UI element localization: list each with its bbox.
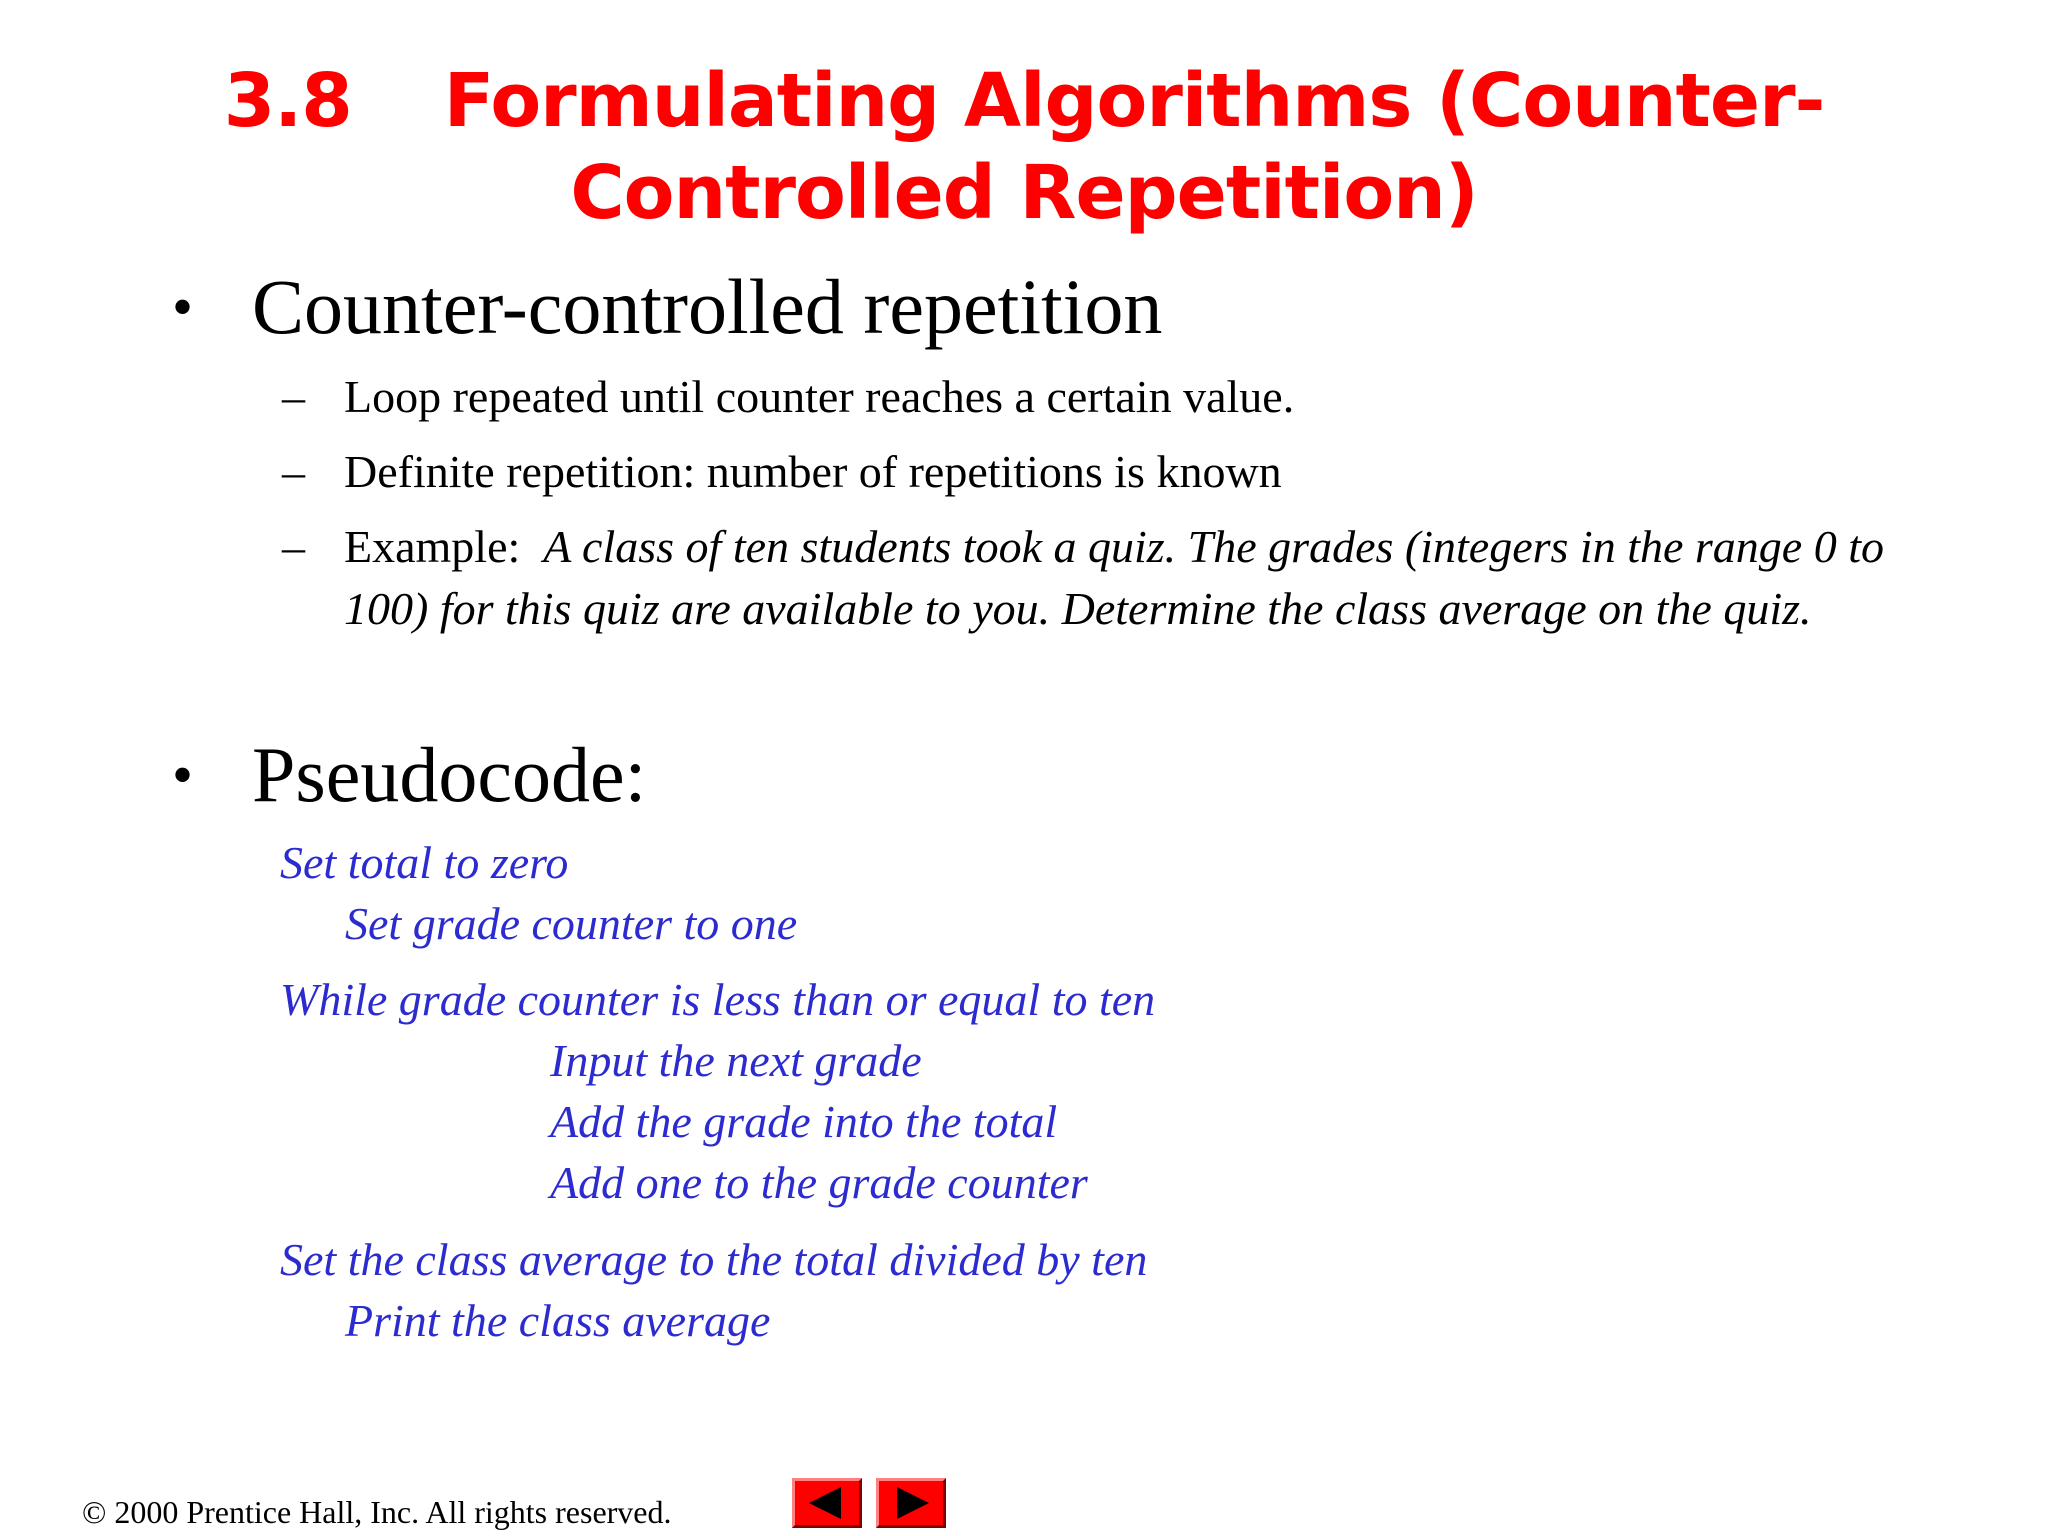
bullet-text: Counter-controlled repetition	[252, 263, 1163, 350]
section-number: 3.8	[223, 58, 352, 144]
dash-icon: –	[282, 521, 305, 572]
pseudo-line: Add the grade into the total	[550, 1096, 1058, 1147]
pseudo-line: Set grade counter to one	[345, 898, 798, 949]
bullet-text: Pseudocode:	[252, 731, 647, 818]
subitem-definite-repetition	[282, 441, 1904, 503]
subitem-text	[344, 516, 1904, 640]
next-slide-button[interactable]	[876, 1478, 946, 1528]
example-prefix: Example:	[344, 521, 521, 572]
title-line-2: Controlled Repetition)	[570, 150, 1478, 236]
title-line-1	[0, 55, 2048, 147]
pseudo-line: Set total to zero	[280, 837, 569, 888]
subitem-text: Loop repeated until counter reaches a certain value.	[344, 371, 1295, 422]
bullet-pseudocode	[172, 730, 646, 820]
subitem-text: Definite repetition: number of repetitions is known	[344, 446, 1282, 497]
pseudo-line: Print the class average	[345, 1295, 771, 1346]
slide-title	[0, 55, 2048, 239]
previous-slide-button[interactable]	[792, 1478, 862, 1528]
pseudo-line: Add one to the grade counter	[550, 1157, 1088, 1208]
bullet-counter-controlled	[172, 262, 1162, 352]
pseudo-line: Set the class average to the total divided by ten	[280, 1234, 1148, 1285]
left-arrow-icon	[795, 1481, 859, 1525]
bullet-dot-icon: •	[172, 274, 194, 340]
subitem-loop-repeated	[282, 366, 1904, 428]
pseudo-line: While grade counter is less than or equal to ten	[280, 974, 1156, 1025]
right-arrow-icon	[879, 1481, 943, 1525]
bullet-dot-icon: •	[172, 742, 194, 808]
dash-icon: –	[282, 446, 305, 497]
example-italic-text: A class of ten students took a quiz. The grades (integers in the range 0 to 100) for this quiz are available to you. Determine the class average on the quiz.	[344, 521, 1884, 634]
title-text-1: Formulating Algorithms (Counter-	[443, 58, 1825, 144]
subitem-example	[282, 516, 1904, 640]
pseudo-line: Input the next grade	[550, 1035, 922, 1086]
dash-icon: –	[282, 371, 305, 422]
copyright-footer: © 2000 Prentice Hall, Inc. All rights reserved.	[82, 1494, 672, 1530]
